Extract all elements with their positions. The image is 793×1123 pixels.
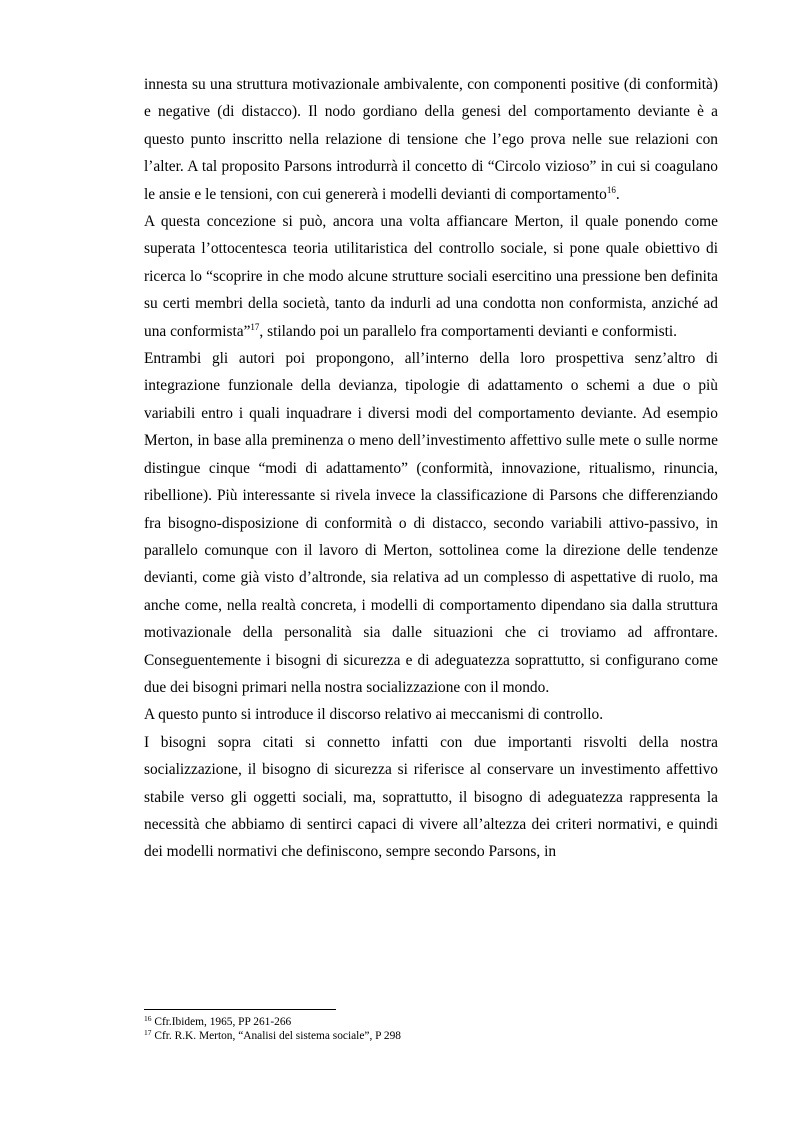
paragraph-text-tail: . [615,185,620,203]
footnote-ref: 16 [606,184,616,195]
paragraph [144,345,718,701]
footnote-item [144,1015,718,1029]
body-text [144,71,718,866]
paragraph [144,729,718,866]
paragraph-text: Entrambi gli autori poi propongono, all’interno della loro prospettiva senz’altro di integrazione funzionale della devianza, tipologie di adattamento o schemi a due o più variabili entro i quali inquadrare i diversi modi del comportamento deviante. Ad esempio Merton, in base alla preminenza o meno dell’investimento affettivo sulle mete o sulle norme distingue cinque “modi di adattamento” (conformità, innovazione, ritualismo, rinuncia, ribellione). Più interessante si rivela invece la classificazione di Parsons che differenziando fra bisogno-disposizione di conformità o di distacco, secondo variabili attivo-passivo, in parallelo comunque con il lavoro di Merton, sottolinea come la direzione delle tendenze devianti, come già visto d’altronde, sia relativa ad un complesso di aspettative di ruolo, ma anche come, nella realtà concreta, i modelli di comportamento dipendano sia dalla struttura motivazionale della personalità sia dalle situazioni che ci troviamo ad affrontare. Conseguentemente i bisogni di sicurezza e di adeguatezza soprattutto, si configurano come due dei bisogni primari nella nostra socializzazione con il mondo. [144,350,718,696]
paragraph-text-tail: , stilando poi un parallelo fra comportamenti devianti e conformisti. [259,322,677,340]
footnote-number: 16 [144,1014,152,1023]
paragraph-text: A questa concezione si può, ancora una volta affiancare Merton, il quale ponendo come superata l’ottocentesca teoria utilitaristica del controllo sociale, si pone quale obiettivo di ricerca lo “scoprire in che modo alcune strutture sociali esercitino una pressione ben definita su certi membri della società, tanto da indurli ad una condotta non conformista, anziché ad una conformista” [144,213,718,340]
paragraph [144,701,718,728]
paragraph [144,71,718,208]
footnote-text: Cfr.Ibidem, 1965, PP 261-266 [151,1016,292,1028]
paragraph [144,208,718,345]
footnote-separator [144,1009,336,1010]
paragraph-text: A questo punto si introduce il discorso relativo ai meccanismi di controllo. [144,706,604,724]
footnote-item [144,1029,718,1043]
paragraph-text: I bisogni sopra citati si connetto infatti con due importanti risvolti della nostra socializzazione, il bisogno di sicurezza si riferisce al conservare un investimento affettivo stabile verso gli oggetti sociali, ma, soprattutto, il bisogno di adeguatezza rappresenta la necessità che abbiamo di sentirci capaci di vivere all’altezza dei criteri normativi, e quindi dei modelli normativi che definiscono, sempre secondo Parsons, in [144,733,718,861]
footnote-text: Cfr. R.K. Merton, “Analisi del sistema sociale”, P 298 [151,1030,401,1042]
footnotes [144,1015,718,1043]
paragraph-text: innesta su una struttura motivazionale ambivalente, con componenti positive (di conformità) e negative (di distacco). Il nodo gordiano della genesi del comportamento deviante è a questo punto inscritto nella relazione di tensione che l’ego prova nelle sue relazioni con l’alter. A tal proposito Parsons introdurrà il concetto di “Circolo vizioso” in cui si coagulano le ansie e le tensioni, con cui genererà i modelli devianti di comportamento [144,76,718,203]
footnote-ref: 17 [250,321,260,332]
footnote-number: 17 [144,1028,152,1037]
